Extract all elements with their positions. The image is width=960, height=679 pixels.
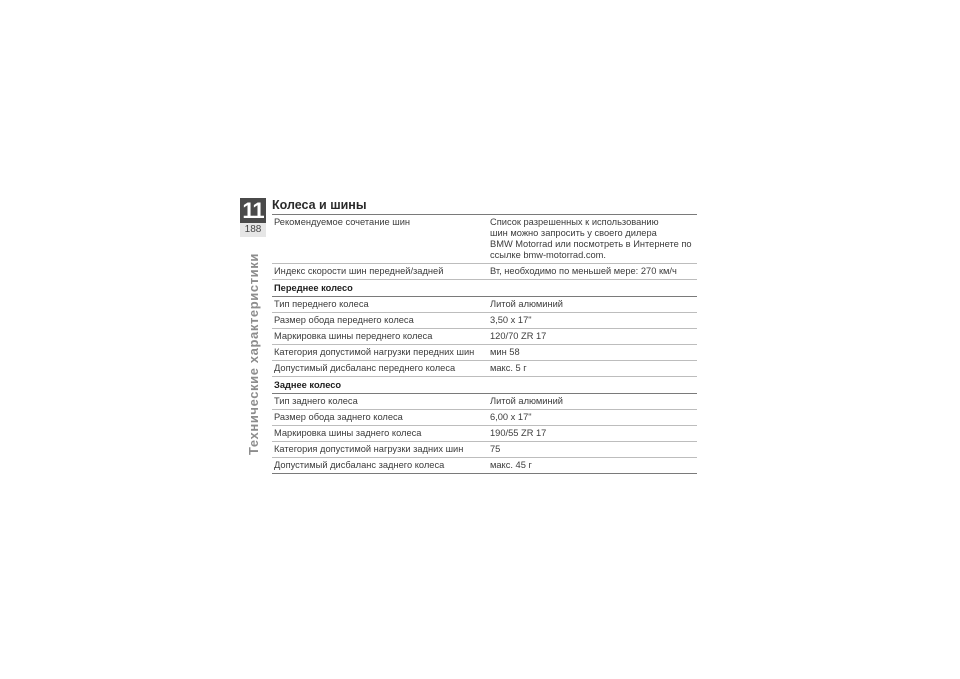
rear-wheel-heading: Заднее колесо — [272, 377, 697, 394]
page-number: 188 — [240, 223, 266, 237]
value-cell: макс. 45 г — [488, 458, 697, 474]
section-title: Колеса и шины — [272, 198, 367, 212]
value-cell: макс. 5 г — [488, 361, 697, 377]
table-row — [272, 329, 697, 345]
param-cell: Тип переднего колеса — [272, 297, 488, 313]
param-cell: Размер обода переднего колеса — [272, 313, 488, 329]
value-line: шин можно запросить у своего дилера — [490, 228, 657, 238]
value-cell: 120/70 ZR 17 — [488, 329, 697, 345]
table-row — [272, 442, 697, 458]
value-cell: 3,50 x 17" — [488, 313, 697, 329]
table-row — [272, 394, 697, 410]
chapter-number: 11 — [240, 198, 266, 223]
param-cell: Размер обода заднего колеса — [272, 410, 488, 426]
table-row — [272, 410, 697, 426]
param-cell: Категория допустимой нагрузки задних шин — [272, 442, 488, 458]
value-cell — [488, 215, 697, 264]
value-cell: 6,00 x 17" — [488, 410, 697, 426]
table-row — [272, 264, 697, 280]
front-wheel-heading: Переднее колесо — [272, 280, 697, 297]
param-cell: Допустимый дисбаланс заднего колеса — [272, 458, 488, 474]
param-cell: Категория допустимой нагрузки передних шин — [272, 345, 488, 361]
table-row — [272, 345, 697, 361]
value-cell: мин 58 — [488, 345, 697, 361]
table-row — [272, 361, 697, 377]
value-cell: Литой алюминий — [488, 394, 697, 410]
param-cell: Маркировка шины переднего колеса — [272, 329, 488, 345]
value-cell: Вт, необходимо по меньшей мере: 270 км/ч — [488, 264, 697, 280]
table-row — [272, 215, 697, 264]
table-row — [272, 297, 697, 313]
table-row — [272, 313, 697, 329]
value-line: Список разрешенных к использованию — [490, 217, 659, 227]
table-row — [272, 458, 697, 474]
table-row — [272, 426, 697, 442]
param-cell: Допустимый дисбаланс переднего колеса — [272, 361, 488, 377]
section-header-row — [272, 280, 697, 297]
specs-table — [272, 214, 697, 474]
section-header-row — [272, 377, 697, 394]
chapter-side-title: Технические характеристики — [246, 253, 261, 455]
value-cell: 190/55 ZR 17 — [488, 426, 697, 442]
param-cell: Рекомендуемое сочетание шин — [272, 215, 488, 264]
value-cell: Литой алюминий — [488, 297, 697, 313]
value-line: ссылке bmw-motorrad.com. — [490, 250, 606, 260]
value-line: BMW Motorrad или посмотреть в Интернете по — [490, 239, 692, 249]
param-cell: Маркировка шины заднего колеса — [272, 426, 488, 442]
param-cell: Тип заднего колеса — [272, 394, 488, 410]
value-cell: 75 — [488, 442, 697, 458]
chapter-tab — [240, 198, 266, 241]
param-cell: Индекс скорости шин передней/задней — [272, 264, 488, 280]
